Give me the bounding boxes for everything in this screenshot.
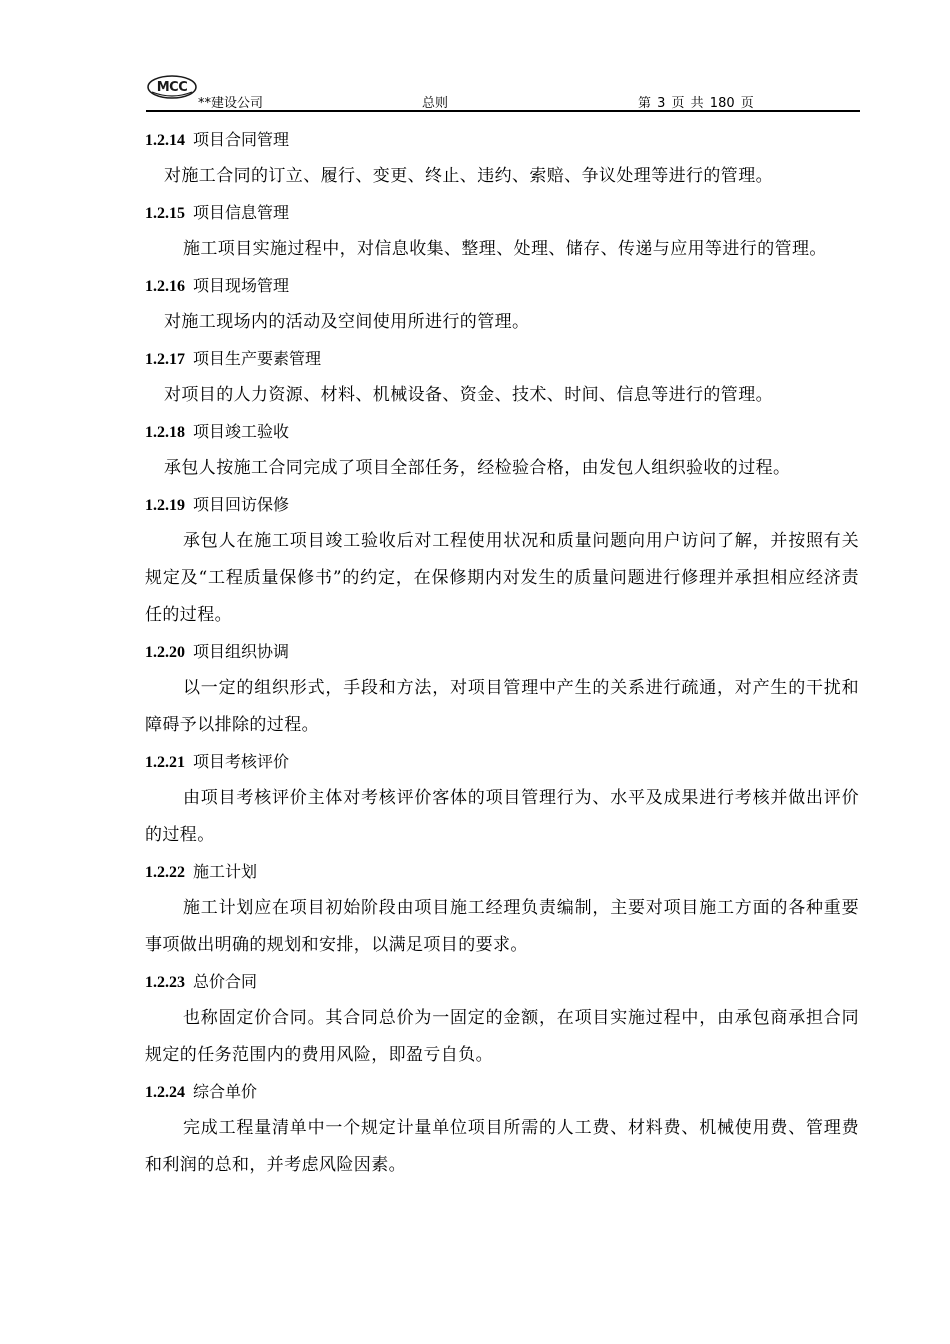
section-title: 项目现场管理 — [193, 276, 290, 295]
section — [145, 414, 859, 487]
section-number: 1.2.19 — [145, 497, 185, 514]
section-heading — [145, 414, 859, 450]
section-number: 1.2.21 — [145, 754, 185, 771]
section-heading — [145, 268, 859, 304]
section — [145, 1074, 859, 1184]
section-number: 1.2.15 — [145, 205, 185, 222]
section-paragraph: 承包人在施工项目竣工验收后对工程使用状况和质量问题向用户访问了解，并按照有关规定及“工程质量保修书”的约定，在保修期内对发生的质量问题进行修理并承担相应经济责任的过程。 — [145, 531, 859, 625]
section — [145, 341, 859, 414]
section-paragraph: 对项目的人力资源、材料、机械设备、资金、技术、时间、信息等进行的管理。 — [164, 385, 773, 405]
section-title: 施工计划 — [193, 862, 258, 881]
section-title: 项目竣工验收 — [193, 422, 290, 441]
section-number: 1.2.23 — [145, 974, 185, 991]
section-paragraph: 施工项目实施过程中，对信息收集、整理、处理、储存、传递与应用等进行的管理。 — [183, 239, 827, 259]
section — [145, 195, 859, 268]
section-number: 1.2.17 — [145, 351, 185, 368]
header-title: 总则 — [422, 96, 449, 111]
section-heading — [145, 487, 859, 523]
section-heading — [145, 122, 859, 158]
section — [145, 634, 859, 744]
section-paragraph: 对施工现场内的活动及空间使用所进行的管理。 — [164, 312, 530, 332]
section — [145, 744, 859, 854]
section-title: 综合单价 — [193, 1082, 258, 1101]
section-heading — [145, 1074, 859, 1110]
section-title: 项目考核评价 — [193, 752, 290, 771]
section-number: 1.2.20 — [145, 644, 185, 661]
section-number: 1.2.24 — [145, 1084, 185, 1101]
document-body — [145, 122, 859, 1184]
header-rule — [146, 110, 860, 112]
section — [145, 854, 859, 964]
section-title: 项目组织协调 — [193, 642, 290, 661]
section-paragraph: 完成工程量清单中一个规定计量单位项目所需的人工费、材料费、机械使用费、管理费和利润的总和，并考虑风险因素。 — [145, 1118, 859, 1175]
header-page-number: 第 3 页 共 180 页 — [638, 96, 754, 111]
section-title: 项目生产要素管理 — [193, 349, 322, 368]
section-paragraph: 由项目考核评价主体对考核评价客体的项目管理行为、水平及成果进行考核并做出评价的过程。 — [145, 788, 859, 845]
page-header — [146, 72, 860, 112]
section-heading — [145, 195, 859, 231]
section — [145, 122, 859, 195]
header-company: **建设公司 — [198, 96, 264, 111]
section-heading — [145, 744, 859, 780]
section-number: 1.2.22 — [145, 864, 185, 881]
section — [145, 964, 859, 1074]
section-number: 1.2.18 — [145, 424, 185, 441]
section-paragraph: 对施工合同的订立、履行、变更、终止、违约、索赔、争议处理等进行的管理。 — [164, 166, 773, 186]
section-title: 项目信息管理 — [193, 203, 290, 222]
mcc-logo — [146, 72, 198, 102]
section — [145, 268, 859, 341]
section-number: 1.2.16 — [145, 278, 185, 295]
section-title: 项目回访保修 — [193, 495, 290, 514]
section-paragraph: 施工计划应在项目初始阶段由项目施工经理负责编制，主要对项目施工方面的各种重要事项做出明确的规划和安排，以满足项目的要求。 — [145, 898, 859, 955]
section-paragraph: 也称固定价合同。其合同总价为一固定的金额，在项目实施过程中，由承包商承担合同规定的任务范围内的费用风险，即盈亏自负。 — [145, 1008, 859, 1065]
section — [145, 487, 859, 634]
section-number: 1.2.14 — [145, 132, 185, 149]
section-heading — [145, 634, 859, 670]
section-heading — [145, 854, 859, 890]
section-heading — [145, 341, 859, 377]
section-title: 总价合同 — [193, 972, 258, 991]
section-heading — [145, 964, 859, 1000]
section-paragraph: 承包人按施工合同完成了项目全部任务，经检验合格，由发包人组织验收的过程。 — [164, 458, 791, 478]
logo-text: MCC — [156, 80, 188, 95]
section-paragraph: 以一定的组织形式，手段和方法，对项目管理中产生的关系进行疏通，对产生的干扰和障碍予以排除的过程。 — [145, 678, 859, 735]
section-title: 项目合同管理 — [193, 130, 290, 149]
